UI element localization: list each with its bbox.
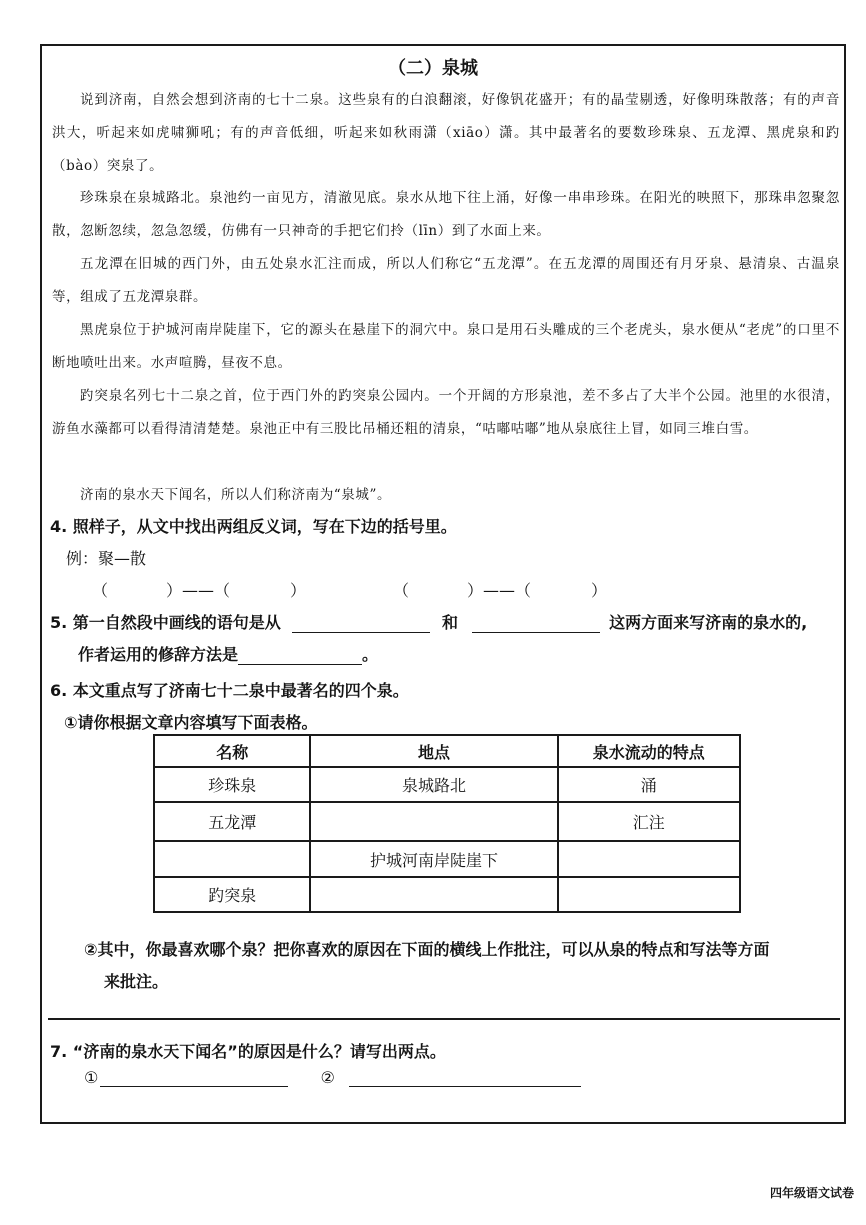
- answer-blank-aspect-1[interactable]: [292, 614, 430, 633]
- paragraph-2: 珍珠泉在泉城路北。泉池约一亩见方，清澈见底。泉水从地下往上涌，好像一串串珍珠。在阳光的映照下，那珠串忽聚忽散，忽断忽续，忽急忽缓，仿佛有一只神奇的手把它们拎（līn）到了水面上来。: [52, 190, 840, 239]
- table-row: [154, 877, 740, 912]
- question-6-sub-2-line-2: 来批注。: [104, 972, 169, 991]
- question-6-sub-1: ①请你根据文章内容填写下面表格。: [64, 713, 318, 732]
- paren-open: （: [92, 581, 109, 600]
- paren-close: ）: [591, 581, 608, 600]
- paren-open: （: [393, 581, 410, 600]
- answer-marker-2: ②: [320, 1068, 335, 1087]
- table-cell: 五龙潭: [154, 802, 310, 841]
- question-5-text-a: 5. 第一自然段中画线的语句是从: [50, 613, 281, 632]
- answer-blank-rhetoric[interactable]: [238, 646, 362, 665]
- question-6-prompt: 6. 本文重点写了济南七十二泉中最著名的四个泉。: [50, 681, 409, 700]
- question-5-text-c: 这两方面来写济南的泉水的,: [609, 613, 808, 632]
- answer-blank-aspect-2[interactable]: [472, 614, 600, 633]
- question-6-sub-2-line-1: ②其中，你最喜欢哪个泉？把你喜欢的原因在下面的横线上作批注，可以从泉的特点和写法等方面: [84, 940, 770, 959]
- passage-title: （二）泉城: [388, 58, 478, 79]
- header-flow-feature: 泉水流动的特点: [558, 735, 740, 767]
- springs-table: [153, 734, 741, 913]
- table-cell-blank[interactable]: [558, 841, 740, 877]
- paragraph-5: 趵突泉名列七十二泉之首，位于西门外的趵突泉公园内。一个开阔的方形泉池，差不多占了大半个公园。池里的水很清，游鱼水藻都可以看得清清楚楚。泉池正中有三股比吊桶还粗的清泉，“咕嘟咕嘟”地从泉底往上冒，如同三堆白雪。: [52, 388, 840, 437]
- table-cell-blank[interactable]: [310, 802, 557, 841]
- header-name: 名称: [154, 735, 310, 767]
- question-5-line-1: [50, 610, 807, 633]
- annotation-answer-line[interactable]: [48, 1018, 840, 1020]
- table-cell-blank[interactable]: [310, 877, 557, 912]
- table-cell: 泉城路北: [310, 767, 557, 802]
- question-4-prompt: 4. 照样子，从文中找出两组反义词，写在下边的括号里。: [50, 517, 457, 536]
- question-7-answers: [84, 1068, 581, 1087]
- answer-marker-1: ①: [84, 1068, 99, 1087]
- footer-label: 四年级语文试卷: [769, 1186, 854, 1200]
- table-cell: 汇注: [558, 802, 740, 841]
- table-cell: 趵突泉: [154, 877, 310, 912]
- question-5-text-d: 作者运用的修辞方法是: [78, 645, 239, 664]
- paragraph-3: 五龙潭在旧城的西门外，由五处泉水汇注而成，所以人们称它“五龙潭”。在五龙潭的周围还有月牙泉、悬清泉、古温泉等，组成了五龙潭泉群。: [52, 256, 840, 305]
- paren-dash: ）——（: [467, 581, 532, 600]
- antonym-pair-1[interactable]: [92, 578, 306, 601]
- table-row: [154, 767, 740, 802]
- table-header-row: [154, 735, 740, 767]
- question-7-prompt: 7. “济南的泉水天下闻名”的原因是什么？请写出两点。: [50, 1042, 446, 1061]
- header-location: 地点: [310, 735, 557, 767]
- table-cell: 涌: [558, 767, 740, 802]
- table-row: [154, 802, 740, 841]
- paren-dash: ）——（: [166, 581, 231, 600]
- question-4-example: 例：聚—散: [66, 549, 147, 568]
- table-cell: 护城河南岸陡崖下: [310, 841, 557, 877]
- table-cell: 珍珠泉: [154, 767, 310, 802]
- question-5-period: 。: [362, 645, 379, 664]
- question-5-text-b: 和: [441, 613, 458, 632]
- paren-close: ）: [290, 581, 307, 600]
- table-cell-blank[interactable]: [558, 877, 740, 912]
- table-row: [154, 841, 740, 877]
- answer-blank-reason-2[interactable]: [349, 1068, 581, 1087]
- answer-blank-reason-1[interactable]: [100, 1068, 288, 1087]
- paragraph-1: 说到济南，自然会想到济南的七十二泉。这些泉有的白浪翻滚，好像钒花盛开；有的晶莹剔透，好像明珠散落；有的声音洪大，听起来如虎啸狮吼；有的声音低细，听起来如秋雨潇（xiāo）潇。其中最著名的要数珍珠泉、五龙潭、黑虎泉和趵（bào）突泉了。: [52, 92, 840, 174]
- paragraph-6: 济南的泉水天下闻名，所以人们称济南为“泉城”。: [80, 487, 392, 503]
- paragraph-4: 黑虎泉位于护城河南岸陡崖下，它的源头在悬崖下的洞穴中。泉口是用石头雕成的三个老虎头，泉水便从“老虎”的口里不断地喷吐出来。水声喧腾，昼夜不息。: [52, 322, 840, 371]
- antonym-pair-2[interactable]: [393, 578, 607, 601]
- question-5-line-2: [78, 642, 378, 665]
- table-cell-blank[interactable]: [154, 841, 310, 877]
